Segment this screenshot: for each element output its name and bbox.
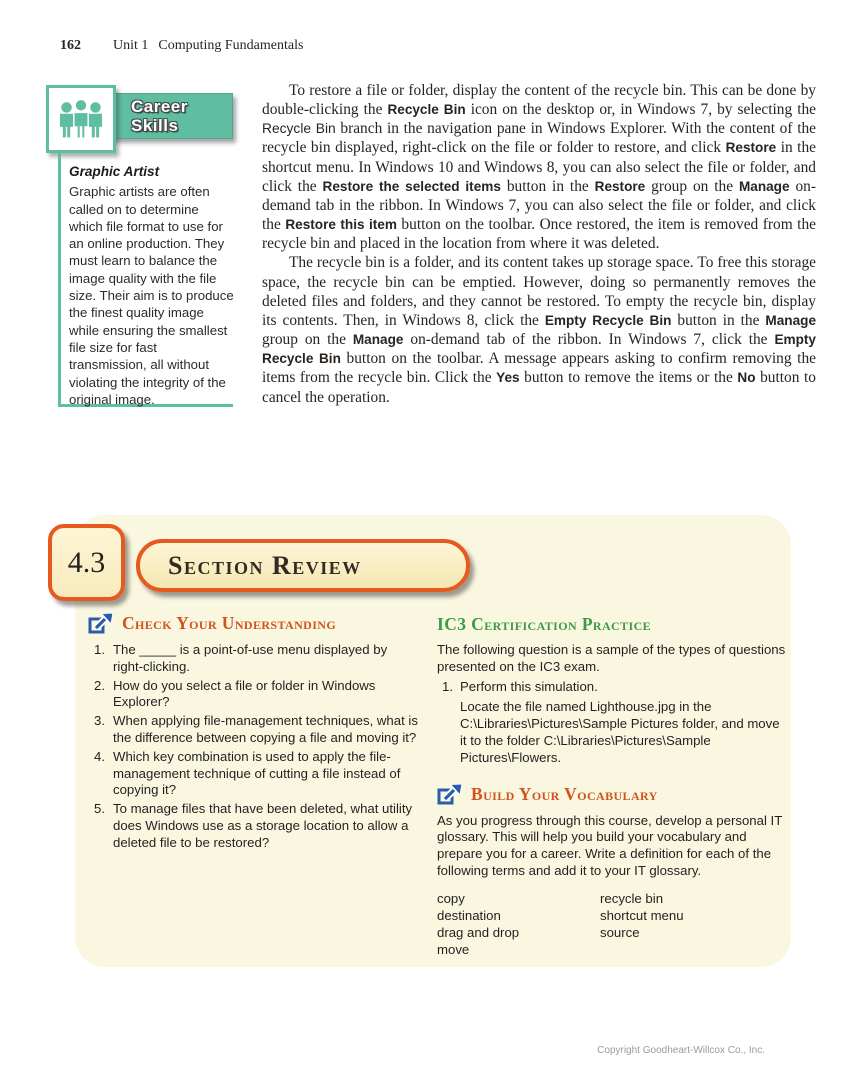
running-head	[60, 38, 303, 54]
career-skills-title: Graphic Artist	[69, 164, 160, 179]
main-text-column	[262, 81, 816, 407]
vocab-term: drag and drop	[437, 924, 520, 940]
vocab-term: source	[600, 924, 640, 940]
vocab-term: recycle bin	[600, 890, 664, 906]
ic3-item-text: Perform this simulation.	[460, 678, 598, 694]
body-paragraph-2: The recycle bin is a folder, and its content takes up storage space. To free this storage space, the recycle bin can be emptied. However, doing so permanently removes the deleted files and folders, and they cannot be restored. To empty the recycle bin, display its contents. Then, in Windows 8, click the Empty Recycle Bin button in the Manage group on the Manage on-demand tab of the ribbon. In Windows 7, click the Empty Recycle Bin button on the toolbar. A message appears asking to confirm removing the items from the recycle bin. Click the Yes button to remove the items or the No button to cancel the operation.	[262, 254, 817, 406]
byv-heading-row	[437, 783, 789, 806]
career-banner-line1: Career	[131, 97, 188, 116]
cyu-question: To manage files that have been deleted, what utility does Windows use as a storage location to allow a deleted file to be restored?	[113, 801, 413, 850]
vocab-term: copy	[437, 890, 465, 906]
vocab-term: shortcut menu	[600, 907, 684, 923]
ic3-intro: The following question is a sample of the types of questions presented on the IC3 exam.	[437, 642, 786, 674]
career-banner-line2: Skills	[131, 116, 179, 135]
cyu-question: The _____ is a point-of-use menu displayed by right-clicking.	[113, 642, 388, 674]
section-review-title-bar	[136, 539, 470, 592]
copyright-notice: Copyright Goodheart-Willcox Co., Inc.	[597, 1045, 765, 1056]
unit-title: Computing Fundamentals	[158, 38, 304, 53]
section-review-right-column	[437, 614, 789, 958]
build-your-vocabulary-section	[437, 783, 789, 958]
vocabulary-terms	[437, 890, 789, 958]
ic3-heading-row	[437, 614, 789, 635]
section-number-box	[48, 524, 125, 601]
sidebar-vertical-rule	[58, 152, 61, 406]
career-skills-sidebar	[69, 163, 234, 408]
ic3-section	[437, 614, 789, 767]
page-number: 162	[60, 38, 81, 53]
cyu-question-list	[88, 642, 420, 852]
cyu-question: How do you select a file or folder in Windows Explorer?	[113, 677, 376, 710]
three-people-icon	[56, 99, 106, 139]
byv-heading: Build Your Vocabulary	[471, 783, 658, 804]
ic3-item-detail-wrap	[460, 699, 789, 766]
career-skills-body: Graphic artists are often called on to determine which file format to use for an online production. They must learn to balance the image quality with the file size. Their aim is to produce the finest quality image while ensuring the smallest file size for fast transmission, all without violating the integrity of the original image.	[69, 184, 234, 407]
check-your-understanding-section	[88, 612, 420, 854]
vocabulary-column-2	[600, 890, 763, 958]
body-paragraph-1: To restore a file or folder, display the content of the recycle bin. This can be done by double-clicking the Recycle Bin icon on the desktop or, in Windows 7, by selecting the Recycle Bin branch in the navigation pane in Windows Explorer. With the content of the recycle bin displayed, right-click on the file or folder to restore, and click Restore in the shortcut menu. In Windows 10 and Windows 8, you can also select the file or folder, and click the Restore the selected items button in the Restore group on the Manage on-demand tab in the ribbon. In Windows 7, you can also select the file or folder, and click the Restore this item button on the toolbar. Once restored, the item is removed from the recycle bin and placed in the location from where it was deleted.	[262, 82, 817, 253]
arrow-out-of-box-icon	[437, 783, 463, 806]
vocab-term: destination	[437, 907, 501, 923]
cyu-question: Which key combination is used to apply the file-management technique of cutting a file instead of copying it?	[113, 748, 401, 798]
byv-intro: As you progress through this course, develop a personal IT glossary. This will help you build your vocabulary and prepare you for a career. Write a definition for each of the following terms and add it to your IT glossary.	[437, 812, 783, 878]
cyu-question: When applying file-management techniques, what is the difference between copying a file and moving it?	[113, 713, 418, 745]
vocab-term: move	[437, 941, 470, 957]
career-skills-banner	[100, 93, 233, 139]
ic3-heading: IC3 Certification Practice	[437, 614, 652, 634]
ic3-item	[437, 679, 789, 767]
unit-label: Unit 1	[113, 38, 149, 53]
cyu-heading: Check Your Understanding	[122, 613, 337, 633]
ic3-item-detail: Locate the file named Lighthouse.jpg in the C:\Libraries\Pictures\Sample Pictures folder, and move it to the folder C:\Libraries\Pictures\Sample Pictures\Flowers.	[460, 699, 780, 765]
arrow-out-of-box-icon	[88, 612, 114, 635]
section-number: 4.3	[67, 545, 106, 579]
career-skills-icon-box	[46, 85, 116, 153]
vocabulary-column-1	[437, 890, 600, 958]
cyu-heading-row	[88, 612, 420, 635]
ic3-item-number: 1.	[442, 678, 453, 694]
section-review-title: Section Review	[168, 550, 362, 580]
